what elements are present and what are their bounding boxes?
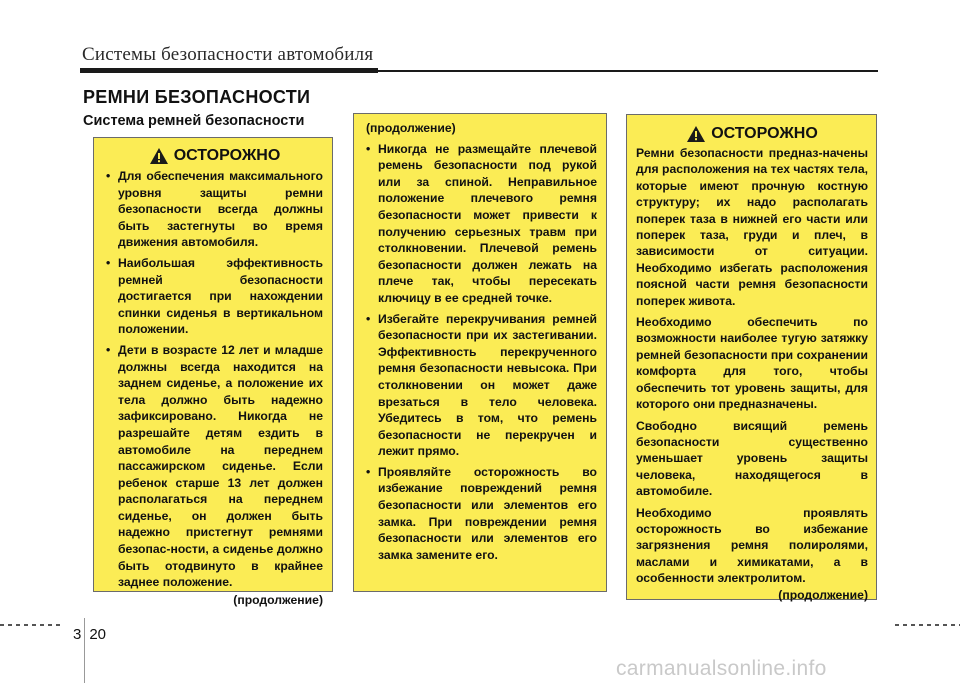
continued-label: (продолжение)	[778, 587, 868, 602]
footer-dashed-rule-left	[0, 624, 64, 626]
subsection-title: Система ремней безопасности	[83, 113, 305, 129]
paragraph: Ремни безопасности предназ-начены для расположения на тех частях тела, которые имеют прочную костную структуру; их надо располагать поперек таза в нижней его части или поперек таза, груди и плеч, в зависимости от ситуации. Необходимо избегать расположения поясной части ремня безопасности поперек живота.	[636, 146, 868, 308]
paragraph: Свободно висящий ремень безопасности существенно уменьшает уровень защиты человека, находящегося в автомобиле.	[636, 418, 868, 499]
warning-heading-text: ОСТОРОЖНО	[711, 125, 818, 142]
continued-label: (продолжение)	[366, 121, 456, 135]
list-item: • Никогда не размещайте плечевой ремень безопасности под рукой или за спиной. Неправильное положение плечевого ремня безопасности может привести к получению серьезных травм при столкновении. Плечевой ремень безопасности должен лежать на плече так, чтобы пересекать ключицу в ее средней точке.	[366, 141, 597, 307]
warning-triangle-icon	[149, 147, 169, 165]
header-rule-thin	[378, 70, 878, 72]
list-item: • Дети в возрасте 12 лет и младше должны всегда находится на заднем сиденье, а положение их тела должно быть надежно зафиксировано. Никогда не разрешайте детям ездить в автомобиле на переднем пассажирском сиденье. Если ребенок старше 13 лет должен располагаться на переднем сиденье, он должен быть надежно пристегнут ремнями безопас-ности, а сиденье должно быть отодвинуто в крайнее заднее положение.	[106, 342, 323, 591]
warning-box-1	[93, 137, 333, 607]
chapter-number: 3	[73, 626, 82, 643]
section-title: РЕМНИ БЕЗОПАСНОСТИ	[83, 87, 311, 107]
chapter-title: Системы безопасности автомобиля	[82, 44, 374, 65]
warning-list-1	[106, 168, 323, 591]
warning-heading	[636, 125, 868, 143]
page-number	[73, 626, 106, 643]
list-item: • Проявляйте осторожность во избежание повреждений ремня безопасности или элементов его замка. При повреждении ремня безопасности или элементов его замка замените его.	[366, 464, 597, 564]
warning-heading	[106, 147, 323, 165]
warning-box-2	[353, 113, 607, 592]
list-item: • Избегайте перекручивания ремней безопасности при их застегивании. Эффективность перекрученного ремня безопасности невысока. При столкновении он может даже врезаться в тело человека. Убедитесь в том, что ремень безопасности не перекручен и лежит прямо.	[366, 311, 597, 460]
list-item: • Для обеспечения максимального уровня защиты ремни безопасности всегда должны быть застегнуты во время движения автомобиля.	[106, 168, 323, 251]
warning-triangle-icon	[686, 125, 706, 143]
paragraph: Необходимо обеспечить по возможности наиболее тугую затяжку ремней безопасности при сохранении комфорта для того, чтобы обеспечить тот уровень защиты, для которого они предназначены.	[636, 315, 868, 412]
warning-list-2	[366, 141, 597, 564]
paragraph: Необходимо проявлять осторожность во избежание загрязнения ремня полиролями, маслами и химикатами, а в особенности электролитом.	[636, 505, 868, 586]
list-item: • Наибольшая эффективность ремней безопасности достигается при нахождении спинки сиденья в вертикальном положении.	[106, 255, 323, 338]
watermark: carmanualsonline.info	[616, 657, 827, 680]
header-rule-thick	[80, 68, 378, 73]
footer-dashed-rule-right	[895, 624, 960, 626]
page-number-value: 20	[89, 626, 107, 643]
continued-label: (продолжение)	[233, 592, 323, 607]
warning-box-3	[626, 114, 877, 600]
warning-heading-text: ОСТОРОЖНО	[173, 147, 281, 164]
